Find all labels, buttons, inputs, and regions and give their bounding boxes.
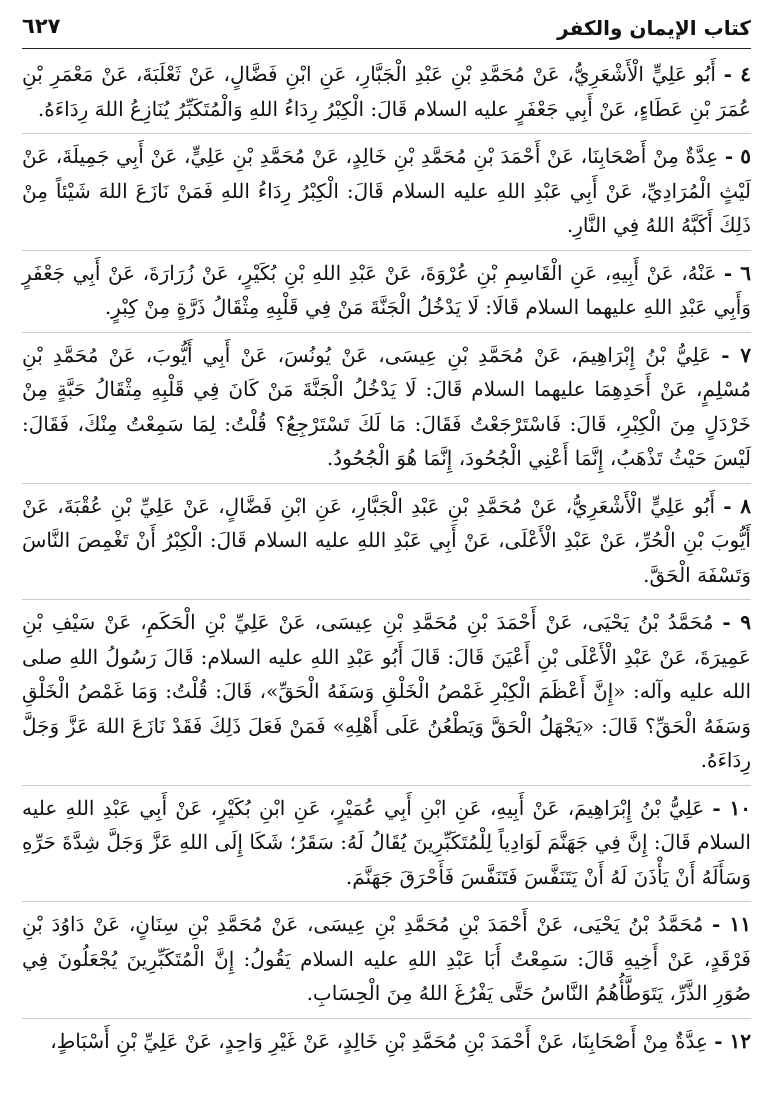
hadith-11 bbox=[22, 902, 751, 1019]
hadith-number: ٧ - bbox=[721, 342, 752, 367]
hadith-12 bbox=[22, 1019, 751, 1066]
hadith-number: ٥ - bbox=[724, 144, 752, 168]
hadith-text: عِدَّةٌ مِنْ أَصْحَابِنَا، عَنْ أَحْمَدَ بْنِ مُحَمَّدِ بْنِ خَالِدٍ، عَنْ مُحَمَّدِ بْنِ عَلِيٍّ، عَنْ أَبِي جَمِيلَةَ، عَنْ لَيْثٍ الْمُرَادِيِّ، عَنْ أَبِي عَبْدِ اللهِ عليه السلام قَالَ: الْكِبْرُ رِدَاءُ اللهِ فَمَنْ نَازَعَ اللهَ شَيْئاً مِنْ ذَلِكَ أَكَبَّهُ اللهُ فِي النَّارِ. bbox=[22, 144, 751, 237]
hadith-number: ٩ - bbox=[722, 610, 751, 634]
hadith-5 bbox=[22, 134, 751, 251]
hadith-number: ٦ - bbox=[723, 260, 751, 285]
hadith-text: أَبُو عَلِيٍّ الْأَشْعَرِيُّ، عَنْ مُحَمَّدِ بْنِ عَبْدِ الْجَبَّارِ، عَنِ ابْنِ فَضَّالٍ، عَنْ عَلِيِّ بْنِ عُقْبَةَ، عَنْ أَيُّوبَ بْنِ الْحُرِّ، عَنْ عَبْدِ الْأَعْلَى، عَنْ أَبِي عَبْدِ اللهِ عليه السلام قَالَ: الْكِبْرُ أَنْ تَغْمِصَ النَّاسَ وَتَسْفَهَ الْحَقَّ. bbox=[22, 493, 751, 587]
page-header bbox=[22, 12, 751, 42]
hadith-number: ١٢ - bbox=[714, 1028, 751, 1053]
hadith-text: أَبُو عَلِيٍّ الْأَشْعَرِيُّ، عَنْ مُحَمَّدِ بْنِ عَبْدِ الْجَبَّارِ، عَنِ ابْنِ فَضَّالٍ، عَنْ ثَعْلَبَةَ، عَنْ مَعْمَرِ بْنِ عُمَرَ بْنِ عَطَاءٍ، عَنْ أَبِي جَعْفَرٍ عليه السلام قَالَ: الْكِبْرُ رِدَاءُ اللهِ وَالْمُتَكَبِّرُ يُنَازِعُ اللهَ رِدَاءَهُ. bbox=[22, 62, 751, 121]
hadith-number: ٤ - bbox=[723, 62, 752, 86]
hadith-7 bbox=[22, 333, 751, 484]
hadith-text: مُحَمَّدُ بْنُ يَحْيَى، عَنْ أَحْمَدَ بْنِ مُحَمَّدِ بْنِ عِيسَى، عَنْ عَلِيِّ بْنِ الْحَكَمِ، عَنْ سَيْفِ بْنِ عَمِيرَةَ، عَنْ عَبْدِ الْأَعْلَى بْنِ أَعْيَنَ قَالَ: قَالَ أَبُو عَبْدِ اللهِ عليه السلام: قَالَ رَسُولُ اللهِ صلى الله عليه وآله: «إِنَّ أَعْظَمَ الْكِبْرِ غَمْصُ الْخَلْقِ وَسَفَهُ الْحَقِّ»، قَالَ: قُلْتُ: وَمَا غَمْصُ الْخَلْقِ وَسَفَهُ الْحَقِّ؟ قَالَ: «يَجْهَلُ الْحَقَّ وَيَطْعُنُ عَلَى أَهْلِهِ» فَمَنْ فَعَلَ ذَلِكَ فَقَدْ نَازَعَ اللهَ عَزَّ وَجَلَّ رِدَاءَهُ. bbox=[22, 610, 751, 772]
hadith-number: ٨ - bbox=[723, 493, 752, 518]
hadith-text: عِدَّةٌ مِنْ أَصْحَابِنَا، عَنْ أَحْمَدَ بْنِ مُحَمَّدِ بْنِ خَالِدٍ، عَنْ غَيْرِ وَاحِدٍ، عَنْ عَلِيِّ بْنِ أَسْبَاطٍ، bbox=[50, 1028, 708, 1053]
page-number: ٦٢٧ bbox=[22, 14, 61, 38]
hadith-number: ١٠ - bbox=[712, 795, 751, 820]
hadith-8 bbox=[22, 484, 751, 601]
hadith-4 bbox=[22, 52, 751, 134]
hadith-text: عَلِيُّ بْنُ إِبْرَاهِيمَ، عَنْ أَبِيهِ، عَنِ ابْنِ أَبِي عُمَيْرٍ، عَنِ ابْنِ بُكَيْرٍ، عَنْ أَبِي عَبْدِ اللهِ عليه السلام قَالَ: إِنَّ فِي جَهَنَّمَ لَوَادِياً لِلْمُتَكَبِّرِينَ يُقَالُ لَهُ: سَقَرُ؛ شَكَا إِلَى اللهِ عَزَّ وَجَلَّ شِدَّةَ حَرِّهِ وَسَأَلَهُ أَنْ يَأْذَنَ لَهُ أَنْ يَتَنَفَّسَ فَتَنَفَّسَ فَأَحْرَقَ جَهَنَّمَ. bbox=[22, 795, 751, 889]
header-rule bbox=[22, 48, 751, 49]
hadith-text: عَنْهُ، عَنْ أَبِيهِ، عَنِ الْقَاسِمِ بْنِ عُرْوَةَ، عَنْ عَبْدِ اللهِ بْنِ بُكَيْرٍ، عَنْ زُرَارَةَ، عَنْ أَبِي جَعْفَرٍ وَأَبِي عَبْدِ اللهِ عليهما السلام قَالَا: لَا يَدْخُلُ الْجَنَّةَ مَنْ فِي قَلْبِهِ مِثْقَالُ ذَرَّةٍ مِنْ كِبْرٍ. bbox=[22, 260, 751, 319]
hadith-6 bbox=[22, 251, 751, 333]
hadith-text: عَلِيُّ بْنُ إِبْرَاهِيمَ، عَنْ مُحَمَّدِ بْنِ عِيسَى، عَنْ يُونُسَ، عَنْ أَبِي أَيُّوبَ، عَنْ مُحَمَّدِ بْنِ مُسْلِمٍ، عَنْ أَحَدِهِمَا عليهما السلام قَالَ: لَا يَدْخُلُ الْجَنَّةَ مَنْ كَانَ فِي قَلْبِهِ مِثْقَالُ حَبَّةٍ مِنْ خَرْدَلٍ مِنَ الْكِبْرِ، قَالَ: فَاسْتَرْجَعْتُ فَقَالَ: مَا لَكَ تَسْتَرْجِعُ؟ قُلْتُ: لِمَا سَمِعْتُ مِنْكَ، فَقَالَ: لَيْسَ حَيْثُ تَذْهَبُ، إِنَّمَا أَعْنِي الْجُحُودَ، إِنَّمَا هُوَ الْجُحُودُ. bbox=[22, 342, 751, 470]
hadith-number: ١١ - bbox=[712, 912, 752, 936]
page-content bbox=[22, 52, 751, 1065]
hadith-9 bbox=[22, 600, 751, 786]
book-title: كتاب الإيمان والكفر bbox=[557, 16, 751, 40]
hadith-text: مُحَمَّدُ بْنُ يَحْيَى، عَنْ أَحْمَدَ بْنِ مُحَمَّدِ بْنِ عِيسَى، عَنْ مُحَمَّدِ بْنِ سِنَانٍ، عَنْ دَاوُدَ بْنِ فَرْقَدٍ، عَنْ أَخِيهِ قَالَ: سَمِعْتُ أَبَا عَبْدِ اللهِ عليه السلام يَقُولُ: إِنَّ الْمُتَكَبِّرِينَ يُجْعَلُونَ فِي صُوَرِ الذَّرِّ، يَتَوَطَّأُهُمُ النَّاسُ حَتَّى يَفْرُغَ اللهُ مِنَ الْحِسَابِ. bbox=[22, 912, 751, 1005]
hadith-10 bbox=[22, 786, 751, 903]
